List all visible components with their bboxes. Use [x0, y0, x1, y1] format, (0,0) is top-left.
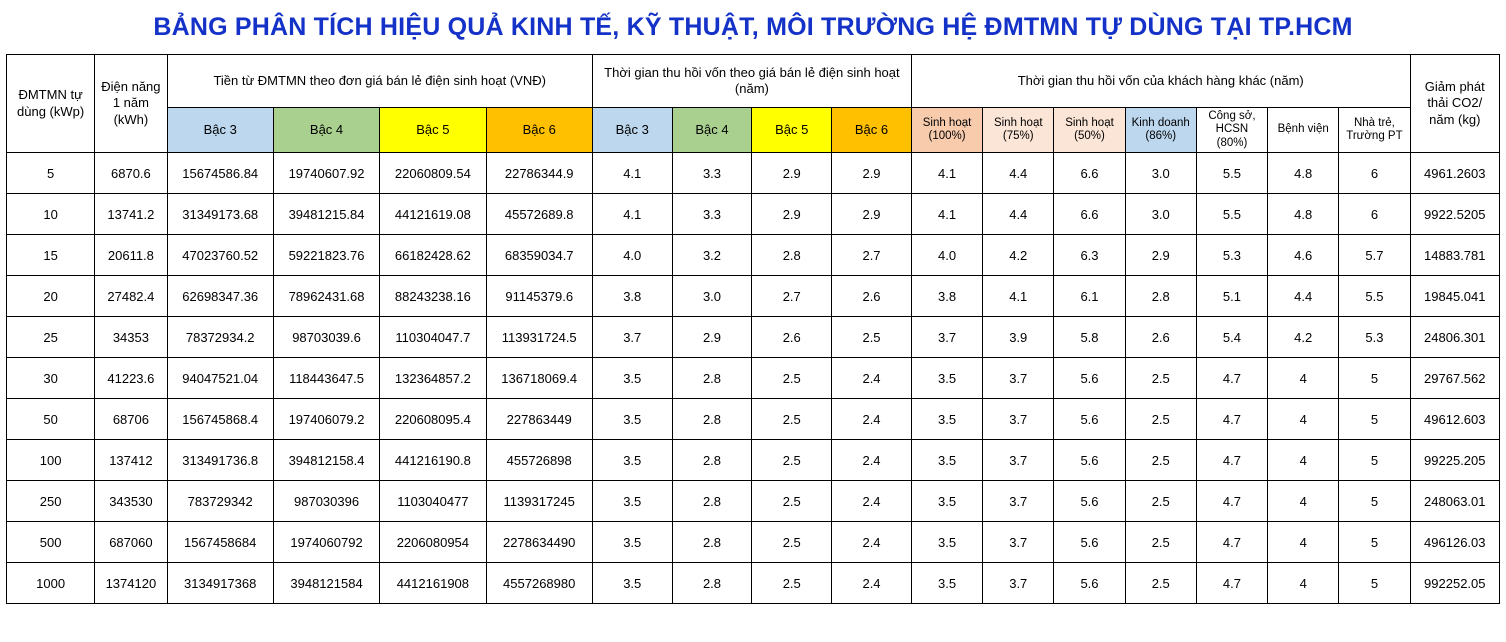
table-cell: 4.2	[1268, 317, 1339, 358]
table-cell: 2.8	[752, 235, 832, 276]
table-cell: 5.5	[1339, 276, 1410, 317]
sub-header-bac5-tien: Bậc 5	[380, 108, 486, 153]
table-cell: 4557268980	[486, 563, 592, 604]
table-row	[7, 399, 1500, 440]
table-cell: 100	[7, 440, 95, 481]
sub-header-sinh-hoat-50: Sinh hoạt (50%)	[1054, 108, 1125, 153]
table-cell: 3.5	[592, 440, 672, 481]
table-cell: 197406079.2	[273, 399, 379, 440]
table-cell: 4.7	[1196, 399, 1267, 440]
table-cell: 4.8	[1268, 194, 1339, 235]
table-cell: 5.1	[1196, 276, 1267, 317]
table-cell: 3.7	[592, 317, 672, 358]
table-cell: 62698347.36	[167, 276, 273, 317]
table-cell: 2.5	[1125, 440, 1196, 481]
table-cell: 783729342	[167, 481, 273, 522]
table-cell: 2.8	[1125, 276, 1196, 317]
table-cell: 6.6	[1054, 153, 1125, 194]
table-cell: 20611.8	[95, 235, 167, 276]
sub-header-bac6-tien: Bậc 6	[486, 108, 592, 153]
table-cell: 22060809.54	[380, 153, 486, 194]
table-cell: 15674586.84	[167, 153, 273, 194]
table-cell: 59221823.76	[273, 235, 379, 276]
table-cell: 4.4	[983, 194, 1054, 235]
table-cell: 4.8	[1268, 153, 1339, 194]
table-cell: 6.3	[1054, 235, 1125, 276]
table-cell: 3.5	[911, 358, 982, 399]
sub-header-bac4-tien: Bậc 4	[273, 108, 379, 153]
table-cell: 3.7	[983, 399, 1054, 440]
sub-header-bac3-nam: Bậc 3	[592, 108, 672, 153]
sub-header-bac3-tien: Bậc 3	[167, 108, 273, 153]
table-cell: 4.1	[911, 153, 982, 194]
table-cell: 4961.2603	[1410, 153, 1499, 194]
table-cell: 5.3	[1339, 317, 1410, 358]
table-cell: 2206080954	[380, 522, 486, 563]
table-cell: 6870.6	[95, 153, 167, 194]
table-cell: 3.5	[911, 399, 982, 440]
table-cell: 313491736.8	[167, 440, 273, 481]
col-header-co2: Giảm phát thải CO2/ năm (kg)	[1410, 55, 1499, 153]
table-cell: 5	[1339, 522, 1410, 563]
table-cell: 5.6	[1054, 481, 1125, 522]
table-cell: 5.3	[1196, 235, 1267, 276]
table-cell: 3.5	[911, 563, 982, 604]
table-cell: 4.7	[1196, 481, 1267, 522]
table-row	[7, 358, 1500, 399]
sub-header-sinh-hoat-100: Sinh hoạt (100%)	[911, 108, 982, 153]
table-cell: 5	[1339, 481, 1410, 522]
sub-header-benh-vien: Bệnh viện	[1268, 108, 1339, 153]
table-cell: 4.1	[911, 194, 982, 235]
table-cell: 99225.205	[1410, 440, 1499, 481]
table-cell: 156745868.4	[167, 399, 273, 440]
table-cell: 4.0	[592, 235, 672, 276]
table-cell: 2.4	[832, 440, 912, 481]
table-cell: 2.5	[752, 481, 832, 522]
table-cell: 4.0	[911, 235, 982, 276]
table-cell: 2.9	[832, 153, 912, 194]
table-cell: 2.9	[832, 194, 912, 235]
table-cell: 992252.05	[1410, 563, 1499, 604]
table-cell: 3.0	[1125, 153, 1196, 194]
table-cell: 98703039.6	[273, 317, 379, 358]
group-header-thoigian-sinhhoat: Thời gian thu hồi vốn theo giá bán lẻ điện sinh hoạt (năm)	[592, 55, 911, 108]
table-cell: 5.5	[1196, 153, 1267, 194]
table-cell: 3.7	[983, 481, 1054, 522]
table-row	[7, 317, 1500, 358]
table-cell: 250	[7, 481, 95, 522]
table-row	[7, 481, 1500, 522]
table-cell: 118443647.5	[273, 358, 379, 399]
table-cell: 9922.5205	[1410, 194, 1499, 235]
table-cell: 41223.6	[95, 358, 167, 399]
table-cell: 3.7	[911, 317, 982, 358]
table-cell: 5.6	[1054, 563, 1125, 604]
table-cell: 2.8	[672, 563, 752, 604]
table-cell: 137412	[95, 440, 167, 481]
table-cell: 6	[1339, 153, 1410, 194]
table-cell: 3.0	[672, 276, 752, 317]
table-cell: 2.5	[752, 563, 832, 604]
table-cell: 6.1	[1054, 276, 1125, 317]
table-cell: 3.7	[983, 440, 1054, 481]
table-cell: 1567458684	[167, 522, 273, 563]
table-cell: 2.8	[672, 440, 752, 481]
table-cell: 3.7	[983, 522, 1054, 563]
table-cell: 44121619.08	[380, 194, 486, 235]
sub-header-sinh-hoat-75: Sinh hoạt (75%)	[983, 108, 1054, 153]
table-cell: 10	[7, 194, 95, 235]
table-cell: 29767.562	[1410, 358, 1499, 399]
table-row	[7, 563, 1500, 604]
table-cell: 3134917368	[167, 563, 273, 604]
table-cell: 3.8	[592, 276, 672, 317]
table-cell: 4	[1268, 563, 1339, 604]
table-cell: 1139317245	[486, 481, 592, 522]
table-cell: 4.1	[592, 194, 672, 235]
table-cell: 14883.781	[1410, 235, 1499, 276]
table-cell: 3.9	[983, 317, 1054, 358]
table-cell: 4.7	[1196, 563, 1267, 604]
table-row	[7, 276, 1500, 317]
table-cell: 68706	[95, 399, 167, 440]
group-header-tien: Tiền từ ĐMTMN theo đơn giá bán lẻ điện sinh hoạt (VNĐ)	[167, 55, 592, 108]
table-cell: 394812158.4	[273, 440, 379, 481]
table-cell: 34353	[95, 317, 167, 358]
table-cell: 2.8	[672, 481, 752, 522]
table-cell: 2.5	[752, 358, 832, 399]
table-cell: 227863449	[486, 399, 592, 440]
table-cell: 110304047.7	[380, 317, 486, 358]
table-cell: 15	[7, 235, 95, 276]
table-cell: 30	[7, 358, 95, 399]
table-cell: 5	[1339, 358, 1410, 399]
sub-header-bac5-nam: Bậc 5	[752, 108, 832, 153]
table-row	[7, 522, 1500, 563]
table-cell: 2278634490	[486, 522, 592, 563]
table-cell: 4	[1268, 481, 1339, 522]
table-cell: 19740607.92	[273, 153, 379, 194]
table-cell: 1374120	[95, 563, 167, 604]
table-row	[7, 153, 1500, 194]
table-cell: 4.7	[1196, 522, 1267, 563]
table-cell: 2.9	[752, 153, 832, 194]
table-cell: 4.2	[983, 235, 1054, 276]
table-cell: 5	[1339, 563, 1410, 604]
table-cell: 4.7	[1196, 440, 1267, 481]
table-cell: 5	[7, 153, 95, 194]
table-cell: 220608095.4	[380, 399, 486, 440]
table-row	[7, 194, 1500, 235]
table-cell: 2.9	[1125, 235, 1196, 276]
table-cell: 2.5	[1125, 481, 1196, 522]
table-cell: 2.4	[832, 481, 912, 522]
table-cell: 4.1	[592, 153, 672, 194]
col-header-dmtmn: ĐMTMN tự dùng (kWp)	[7, 55, 95, 153]
table-cell: 25	[7, 317, 95, 358]
table-cell: 4.4	[1268, 276, 1339, 317]
table-cell: 20	[7, 276, 95, 317]
table-cell: 3.5	[911, 440, 982, 481]
table-cell: 3.7	[983, 358, 1054, 399]
table-cell: 3.5	[592, 399, 672, 440]
table-cell: 3.0	[1125, 194, 1196, 235]
table-cell: 3.5	[911, 522, 982, 563]
table-cell: 248063.01	[1410, 481, 1499, 522]
table-cell: 1000	[7, 563, 95, 604]
table-cell: 24806.301	[1410, 317, 1499, 358]
table-cell: 2.4	[832, 563, 912, 604]
table-cell: 3.5	[592, 358, 672, 399]
table-cell: 343530	[95, 481, 167, 522]
table-cell: 22786344.9	[486, 153, 592, 194]
table-cell: 3.5	[592, 563, 672, 604]
sub-header-cong-so: Công sở, HCSN (80%)	[1196, 108, 1267, 153]
table-cell: 4412161908	[380, 563, 486, 604]
table-cell: 2.5	[1125, 522, 1196, 563]
table-cell: 4.7	[1196, 358, 1267, 399]
table-cell: 4.4	[983, 153, 1054, 194]
table-cell: 2.5	[1125, 563, 1196, 604]
table-cell: 4	[1268, 440, 1339, 481]
table-cell: 3.8	[911, 276, 982, 317]
table-cell: 2.8	[672, 522, 752, 563]
table-cell: 2.4	[832, 399, 912, 440]
table-cell: 5.6	[1054, 440, 1125, 481]
table-cell: 31349173.68	[167, 194, 273, 235]
table-cell: 5.4	[1196, 317, 1267, 358]
table-cell: 3948121584	[273, 563, 379, 604]
table-cell: 5.7	[1339, 235, 1410, 276]
table-cell: 45572689.8	[486, 194, 592, 235]
table-row	[7, 235, 1500, 276]
table-cell: 47023760.52	[167, 235, 273, 276]
table-cell: 2.8	[672, 358, 752, 399]
table-cell: 68359034.7	[486, 235, 592, 276]
group-header-thoigian-khachhang: Thời gian thu hồi vốn của khách hàng khác (năm)	[911, 55, 1410, 108]
table-cell: 78372934.2	[167, 317, 273, 358]
table-cell: 2.5	[752, 440, 832, 481]
table-cell: 94047521.04	[167, 358, 273, 399]
table-cell: 500	[7, 522, 95, 563]
table-cell: 113931724.5	[486, 317, 592, 358]
table-header	[7, 55, 1500, 153]
table-cell: 136718069.4	[486, 358, 592, 399]
table-body	[7, 153, 1500, 604]
table-cell: 91145379.6	[486, 276, 592, 317]
sub-header-bac6-nam: Bậc 6	[832, 108, 912, 153]
table-cell: 2.6	[752, 317, 832, 358]
table-cell: 5.8	[1054, 317, 1125, 358]
table-cell: 2.8	[672, 399, 752, 440]
table-cell: 132364857.2	[380, 358, 486, 399]
sub-header-kinh-doanh: Kinh doanh (86%)	[1125, 108, 1196, 153]
table-cell: 2.6	[832, 276, 912, 317]
table-cell: 2.7	[752, 276, 832, 317]
table-cell: 3.2	[672, 235, 752, 276]
table-cell: 441216190.8	[380, 440, 486, 481]
table-cell: 5	[1339, 399, 1410, 440]
table-cell: 4.6	[1268, 235, 1339, 276]
table-cell: 50	[7, 399, 95, 440]
col-header-dien-nang: Điện năng 1 năm (kWh)	[95, 55, 167, 153]
table-cell: 5.6	[1054, 522, 1125, 563]
table-cell: 27482.4	[95, 276, 167, 317]
table-cell: 78962431.68	[273, 276, 379, 317]
table-cell: 2.5	[1125, 358, 1196, 399]
sub-header-bac4-nam: Bậc 4	[672, 108, 752, 153]
table-cell: 66182428.62	[380, 235, 486, 276]
table-cell: 2.7	[832, 235, 912, 276]
table-cell: 4	[1268, 399, 1339, 440]
table-cell: 2.4	[832, 522, 912, 563]
table-cell: 2.6	[1125, 317, 1196, 358]
table-cell: 6.6	[1054, 194, 1125, 235]
table-cell: 13741.2	[95, 194, 167, 235]
page-title: BẢNG PHÂN TÍCH HIỆU QUẢ KINH TẾ, KỸ THUẬT, MÔI TRƯỜNG HỆ ĐMTMN TỰ DÙNG TẠI TP.HCM	[153, 13, 1353, 41]
table-cell: 4.1	[983, 276, 1054, 317]
table-cell: 3.7	[983, 563, 1054, 604]
table-row	[7, 440, 1500, 481]
table-cell: 5	[1339, 440, 1410, 481]
table-cell: 3.5	[911, 481, 982, 522]
table-cell: 88243238.16	[380, 276, 486, 317]
table-cell: 2.4	[832, 358, 912, 399]
table-cell: 1974060792	[273, 522, 379, 563]
sub-header-nha-tre: Nhà trẻ, Trường PT	[1339, 108, 1410, 153]
table-cell: 5.6	[1054, 399, 1125, 440]
table-cell: 2.5	[752, 522, 832, 563]
table-cell: 987030396	[273, 481, 379, 522]
table-cell: 2.9	[752, 194, 832, 235]
table-cell: 496126.03	[1410, 522, 1499, 563]
table-cell: 3.5	[592, 522, 672, 563]
table-cell: 4	[1268, 522, 1339, 563]
table-cell: 4	[1268, 358, 1339, 399]
table-cell: 3.3	[672, 153, 752, 194]
table-cell: 455726898	[486, 440, 592, 481]
table-cell: 2.5	[752, 399, 832, 440]
table-cell: 2.9	[672, 317, 752, 358]
table-cell: 3.5	[592, 481, 672, 522]
table-cell: 2.5	[1125, 399, 1196, 440]
analysis-table	[6, 54, 1500, 604]
table-cell: 6	[1339, 194, 1410, 235]
table-cell: 5.6	[1054, 358, 1125, 399]
table-cell: 3.3	[672, 194, 752, 235]
table-cell: 5.5	[1196, 194, 1267, 235]
table-cell: 19845.041	[1410, 276, 1499, 317]
table-cell: 2.5	[832, 317, 912, 358]
table-cell: 1103040477	[380, 481, 486, 522]
table-cell: 687060	[95, 522, 167, 563]
table-cell: 39481215.84	[273, 194, 379, 235]
table-cell: 49612.603	[1410, 399, 1499, 440]
